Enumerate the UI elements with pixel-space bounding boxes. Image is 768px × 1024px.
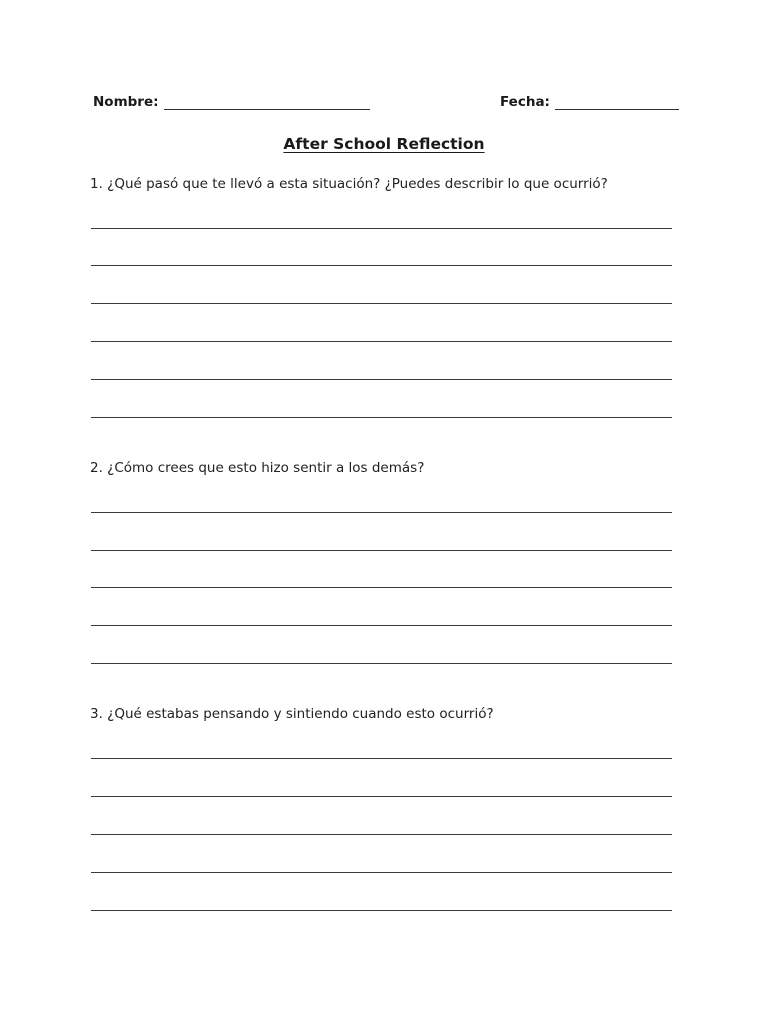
answer-line-q1[interactable] bbox=[91, 303, 672, 304]
name-field bbox=[93, 94, 370, 110]
answer-line-q2[interactable] bbox=[91, 587, 672, 588]
question-3: 3. ¿Qué estabas pensando y sintiendo cuando esto ocurrió? bbox=[90, 706, 494, 722]
answer-line-q2[interactable] bbox=[91, 550, 672, 551]
page-title-text: After School Reflection bbox=[283, 135, 485, 153]
answer-line-q3[interactable] bbox=[91, 872, 672, 873]
question-1: 1. ¿Qué pasó que te llevó a esta situación? ¿Puedes describir lo que ocurrió? bbox=[90, 176, 608, 192]
answer-line-q1[interactable] bbox=[91, 228, 672, 229]
answer-line-q2[interactable] bbox=[91, 625, 672, 626]
answer-line-q1[interactable] bbox=[91, 417, 672, 418]
answer-line-q1[interactable] bbox=[91, 265, 672, 266]
date-label: Fecha: bbox=[500, 94, 550, 110]
answer-line-q1[interactable] bbox=[91, 379, 672, 380]
answer-line-q3[interactable] bbox=[91, 910, 672, 911]
answer-line-q2[interactable] bbox=[91, 663, 672, 664]
answer-line-q3[interactable] bbox=[91, 796, 672, 797]
question-2: 2. ¿Cómo crees que esto hizo sentir a los demás? bbox=[90, 460, 425, 476]
answer-line-q2[interactable] bbox=[91, 512, 672, 513]
answer-line-q1[interactable] bbox=[91, 341, 672, 342]
answer-line-q3[interactable] bbox=[91, 758, 672, 759]
name-label: Nombre: bbox=[93, 94, 159, 110]
answer-line-q3[interactable] bbox=[91, 834, 672, 835]
date-blank-line[interactable] bbox=[555, 95, 679, 110]
name-blank-line[interactable] bbox=[164, 95, 370, 110]
date-field bbox=[500, 94, 679, 110]
page-title bbox=[0, 135, 768, 153]
